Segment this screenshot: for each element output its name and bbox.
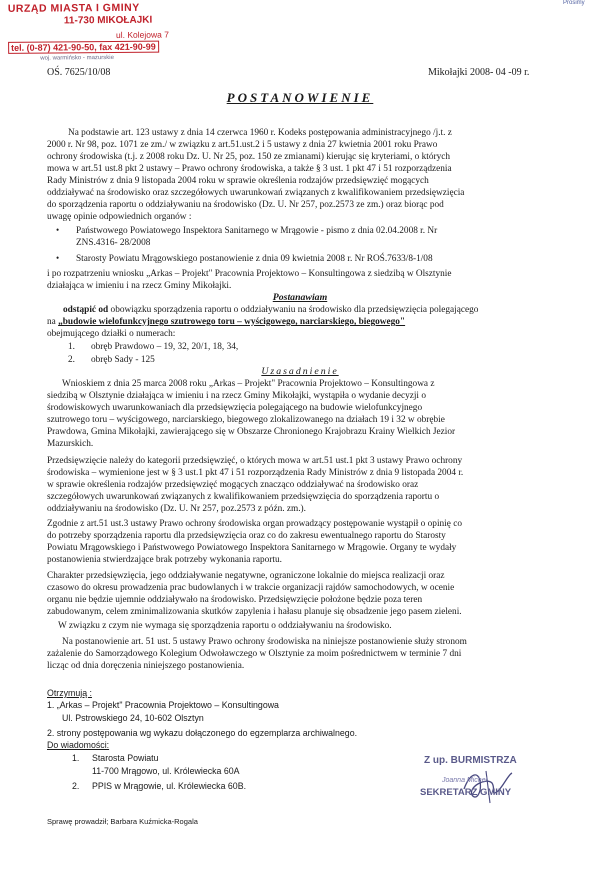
opinion-item: ZNS.4316- 28/2008 bbox=[76, 238, 151, 248]
bullet-icon: • bbox=[56, 225, 60, 235]
intro-line: do sporządzenia raportu o oddziaływaniu na środowisko (Dz. U. Nr 257, poz.2573 ze zm.) oraz biorąc pod bbox=[47, 200, 444, 210]
justification-line: Zgodnie z art.51 ust.3 ustawy Prawo ochrony środowiska organ prowadzący postępowanie wystąpił o opinię co bbox=[47, 519, 462, 529]
decision-line: obejmującego działki o numerach: bbox=[47, 329, 176, 339]
justification-line: Prawdowa, Gmina Mikołajki, zawierającego się w Obszarze Chronionego Krajobrazu Krainy Wielkich Jezior bbox=[47, 427, 456, 437]
intro-line: Na podstawie art. 123 ustawy z dnia 14 czerwca 1960 r. Kodeks postępowania administracyjnego /j.t. z bbox=[68, 128, 452, 138]
intro-line: i po rozpatrzeniu wniosku „Arkas – Projekt" Pracownia Projektowo – Konsultingowa z siedzibą w Olsztynie bbox=[47, 269, 452, 279]
info-number: 2. bbox=[72, 781, 80, 791]
decision-heading: Postanawiam bbox=[272, 292, 328, 303]
stamp-line-1: URZĄD MIASTA I GMINY bbox=[7, 1, 140, 15]
appeal-line: licząc od dnia doręczenia niniejszego postanowienia. bbox=[47, 661, 245, 671]
plot-item: obręb Prawdowo – 19, 32, 20/1, 18, 34, bbox=[91, 342, 239, 352]
stamp-line-5: woj. warmińsko - mazurskie bbox=[40, 54, 114, 62]
justification-line: siedzibą w Olsztynie działająca w imieniu i na rzecz Gminy Mikołajki, wystąpiła o wydanie decyzji o bbox=[47, 391, 426, 401]
page-title: POSTANOWIENIE bbox=[226, 90, 374, 105]
office-stamp bbox=[6, 1, 217, 63]
info-item: Starosta Powiatu bbox=[92, 753, 159, 763]
justification-line: do potrzeby sporządzenia raportu dla przedsięwzięcia oraz co do zakresu ewentualnego raportu do Starosty bbox=[47, 531, 446, 541]
plot-number: 1. bbox=[68, 342, 75, 352]
corner-mark: Prosimy bbox=[563, 0, 585, 6]
info-heading: Do wiadomości: bbox=[47, 740, 110, 750]
justification-heading: Uzasadnienie bbox=[261, 366, 339, 377]
bullet-icon: • bbox=[56, 253, 60, 263]
justification-line: szczegółowych uwarunkowań związanych z kwalifikowaniem przedsięwzięcia do sporządzenia raportu o bbox=[47, 492, 440, 502]
justification-line: czasowo do okresu prowadzenia prac budowlanych i w trakcie organizacji rajdów samochodowych, w ocenie bbox=[47, 583, 455, 593]
justification-line: Przedsięwzięcie należy do kategorii przedsięwzięć, o których mowa w art.51 ust.1 pkt 3 ustawy Prawo ochrony bbox=[47, 456, 463, 466]
intro-line: ochrony środowiska (t.j. z 2008 roku Dz. U. Nr 25, poz. 150 ze zmianami) kierując się kryteriami, o których bbox=[47, 152, 451, 162]
intro-line: oddziaływać na środowisko oraz szczegółowych uwarunkowań związanych z kwalifikowaniem przedsięwzięcia bbox=[47, 188, 465, 198]
decision-line bbox=[47, 316, 405, 328]
stamp-line-2: 11-730 MIKOŁAJKI bbox=[63, 14, 153, 27]
justification-line: zabudowanym, celem zminimalizowania skutków zapylenia i hałasu planuje się obsadzenie jego pasem zieleni. bbox=[47, 607, 462, 617]
justification-line: Wnioskiem z dnia 25 marca 2008 roku „Arkas – Projekt" Pracownia Projektowo – Konsultingowa z bbox=[62, 379, 435, 389]
justification-line: oddziaływaniu na środowisko (Dz. U. Nr 257, poz.2573 z późn. zm.). bbox=[47, 504, 306, 514]
justification-line: Powiatu Mrągowskiego i Państwowego Powiatowego Inspektora Sanitarnego w Mrągowie. Organy te wydały bbox=[47, 543, 457, 553]
intro-line: działająca w imieniu i na rzecz Gminy Mikołajki. bbox=[47, 281, 232, 291]
opinion-item: Państwowego Powiatowego Inspektora Sanitarnego w Mrągowie - pismo z dnia 02.04.2008 r. Nr bbox=[76, 226, 438, 236]
recipients-heading: Otrzymują : bbox=[47, 688, 92, 698]
handwritten-signature bbox=[460, 767, 520, 805]
reference-number: OŚ. 7625/10/08 bbox=[47, 67, 111, 78]
document-date: Mikołajki 2008- 04 -09 r. bbox=[428, 67, 530, 78]
recipient-item: 1. „Arkas – Projekt" Pracownia Projektowo – Konsultingowa bbox=[47, 700, 279, 710]
justification-line: szutrowego toru – wyścigowego, narciarskiego, biegowego zlokalizowanego na działach 19 i 32 w obrębie bbox=[47, 415, 445, 425]
intro-line: 2000 r. Nr 98, poz. 1071 ze zm./ w związku z art.51.ust.2 i 5 ustawy z dnia 27 kwietnia 2001 roku Prawo bbox=[47, 140, 438, 150]
plot-item: obręb Sady - 125 bbox=[91, 355, 155, 365]
info-address: 11-700 Mrągowo, ul. Królewiecka 60A bbox=[92, 766, 240, 776]
justification-line: postanowienia stwierdzające brak potrzeby wykonania raportu. bbox=[47, 555, 282, 565]
intro-line: mowa w art.51 ust.8 pkt 2 ustawy – Prawo ochrony środowiska, a także § 3 ust. 1 pkt 47 i 51 rozporządzenia bbox=[47, 164, 452, 174]
justification-line: Mazurskich. bbox=[47, 439, 94, 449]
justification-line: W związku z czym nie wymaga się sporządzenia raportu o oddziaływaniu na środowisko. bbox=[58, 621, 392, 631]
justification-line: organu nie będzie ujemnie oddziaływało na środowisko. Przedsięwzięcie położone będzie poza teren bbox=[47, 595, 423, 605]
appeal-line: zażalenie do Samorządowego Kolegium Odwoławczego w Olsztynie za moim pośrednictwem w terminie 7 dni bbox=[47, 649, 462, 659]
project-name: „budowie wielofunkcyjnego szutrowego toru – wyścigowego, narciarskiego, biegowego" bbox=[58, 317, 406, 327]
justification-line: Charakter przedsięwzięcia, jego oddziaływanie negatywne, ograniczone lokalnie do miejsca realizacji oraz bbox=[47, 571, 445, 581]
decision-line bbox=[63, 304, 478, 316]
stamp-line-4: tel. (0-87) 421-90-50, fax 421-90-99 bbox=[8, 41, 159, 54]
recipient-item: 2. strony postępowania wg wykazu dołączonego do egzemplarza archiwalnego. bbox=[47, 728, 358, 738]
stamp-line-3: ul. Kolejowa 7 bbox=[115, 29, 169, 40]
signature-line-1: Z up. BURMISTRZA bbox=[424, 755, 517, 766]
opinion-item: Starosty Powiatu Mrągowskiego postanowienie z dnia 09 kwietnia 2008 r. Nr ROŚ.7633/8-1/08 bbox=[76, 254, 433, 264]
signature-stamp bbox=[420, 755, 570, 810]
decision-text: obowiązku sporządzenia raportu o oddziaływaniu na środowisko dla przedsięwzięcia polegającego bbox=[108, 305, 479, 315]
justification-line: w sprawie określenia rodzajów przedsięwzięć mogących znacząco oddziaływać na środowisko oraz bbox=[47, 480, 419, 490]
signature-line-2: SEKRETARZ GMINY bbox=[420, 787, 512, 798]
decision-keyword: odstąpić od bbox=[63, 305, 109, 315]
justification-line: środowiska – wymienione jest w § 3 ust.1 pkt 47 i 51 rozporządzenia Rady Ministrów z dnia 9 listopada 2004 r. bbox=[47, 468, 464, 478]
case-handler: Sprawę prowadził; Barbara Kuźmicka-Rogala bbox=[47, 817, 198, 826]
info-number: 1. bbox=[72, 753, 80, 763]
signer-name: Joanna Michel bbox=[442, 777, 488, 784]
recipient-address: Ul. Pstrowskiego 24, 10-602 Olsztyn bbox=[62, 713, 204, 723]
justification-line: środowiskowych uwarunkowaniach dla przedsięwzięcia polegającego na budowie wielofunkcyjnego bbox=[47, 403, 423, 413]
decision-text: na bbox=[47, 317, 59, 327]
plot-number: 2. bbox=[68, 355, 75, 365]
intro-line: uwagę opinie odpowiednich organów : bbox=[47, 212, 192, 222]
appeal-line: Na postanowienie art. 51 ust. 5 ustawy Prawo ochrony środowiska na niniejsze postanowienie służy stronom bbox=[62, 637, 467, 647]
intro-line: Rady Ministrów z dnia 9 listopada 2004 roku w sprawie określenia rodzajów przedsięwzięć mogących bbox=[47, 176, 429, 186]
info-item: PPIS w Mrągowie, ul. Królewiecka 60B. bbox=[92, 781, 247, 791]
